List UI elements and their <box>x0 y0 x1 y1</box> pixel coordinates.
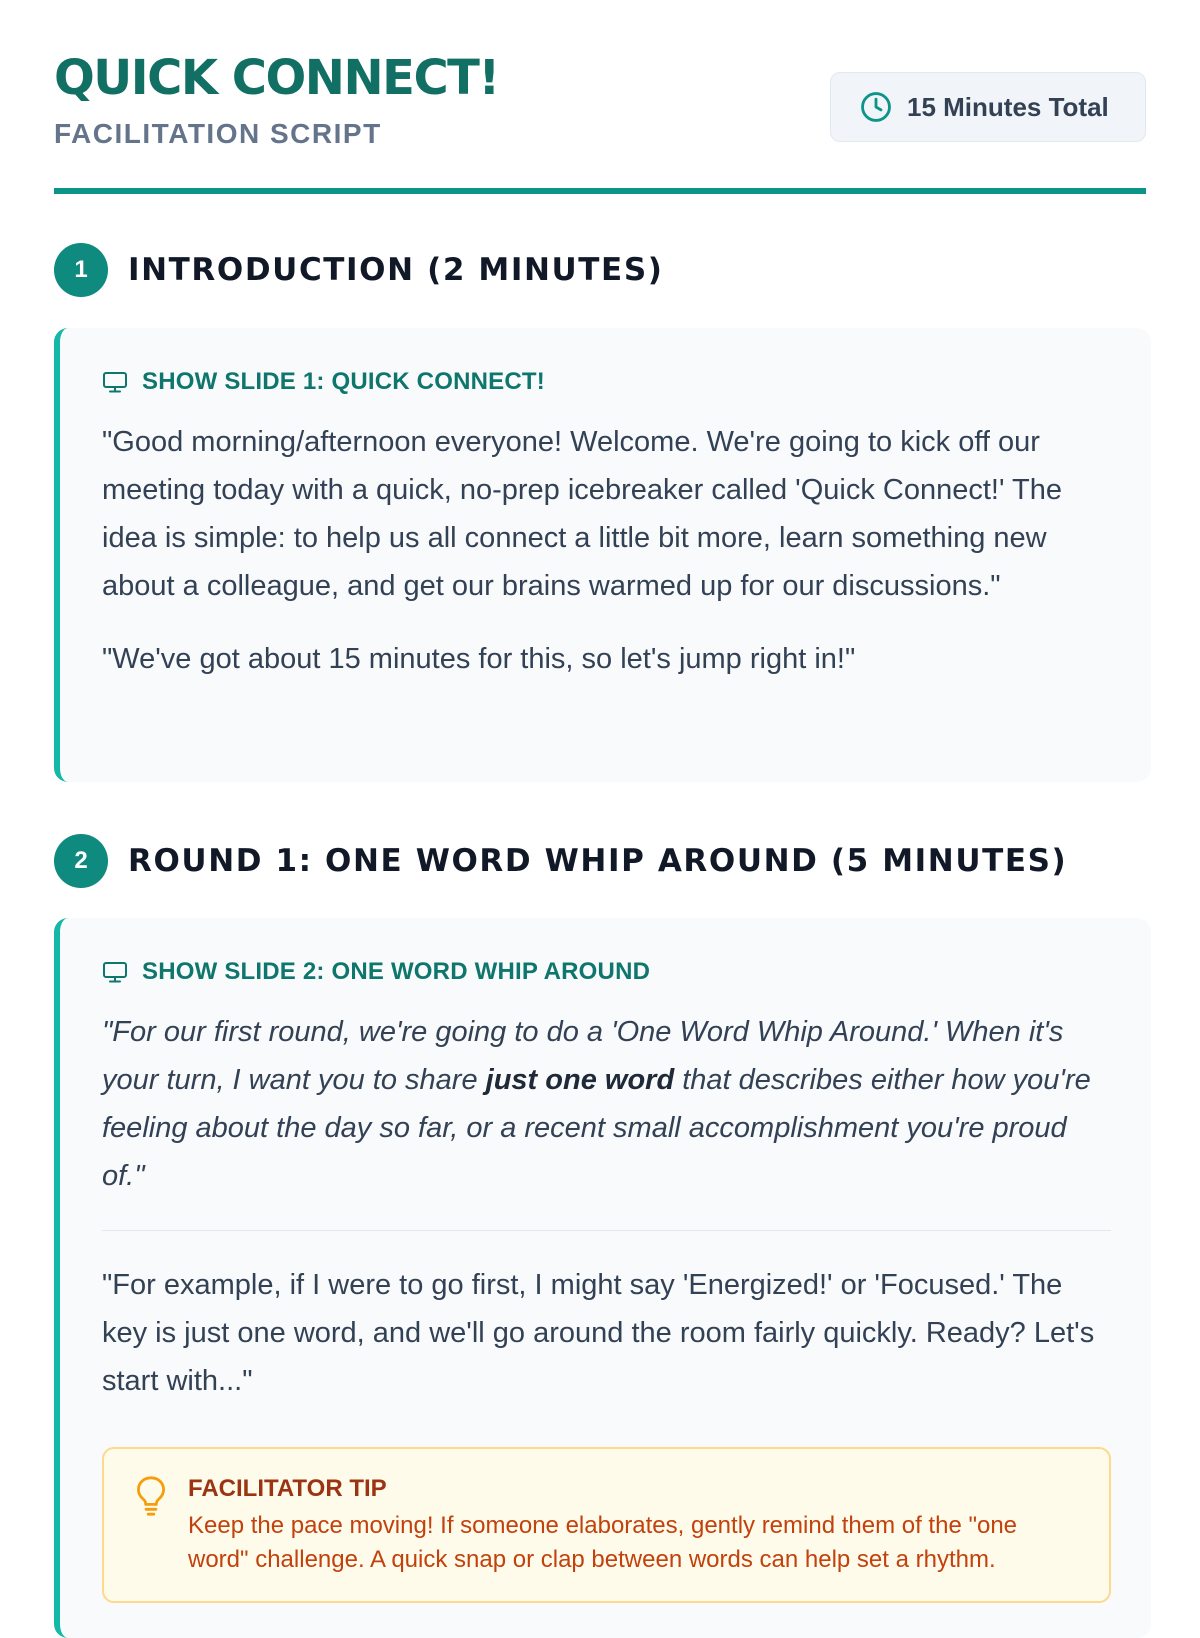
duration-badge <box>830 72 1146 142</box>
tip-text: Keep the pace moving! If someone elaborates, gently remind them of the "one word" challenge. A quick snap or clap between words can help set a rhythm. <box>188 1512 1018 1573</box>
clock-icon <box>859 90 893 124</box>
step-number-badge: 2 <box>54 834 108 888</box>
lightbulb-icon <box>134 1475 168 1517</box>
script-paragraph: "We've got about 15 minutes for this, so let's jump right in!" <box>102 643 856 675</box>
script-paragraph: "For example, if I were to go first, I might say 'Energized!' or 'Focused.' The key is just one word, and we'll go around the room fairly quickly. Ready? Let's start with..." <box>102 1269 1095 1397</box>
tip-title: FACILITATOR TIP <box>188 1475 387 1502</box>
duration-label: 15 Minutes Total <box>907 91 1109 122</box>
script-card-round-1 <box>54 918 1151 1638</box>
slide-cue-label: SHOW SLIDE 1: QUICK CONNECT! <box>142 368 545 395</box>
document-header <box>54 0 1146 194</box>
slide-cue-label: SHOW SLIDE 2: ONE WORD WHIP AROUND <box>142 958 651 985</box>
script-paragraph: "Good morning/afternoon everyone! Welcome. We're going to kick off our meeting today with a quick, no-prep icebreaker called 'Quick Connect!' The idea is simple: to help us all connect a little bit more, learn something new about a colleague, and get our brains warmed up for our discussions." <box>102 426 1062 602</box>
script-card-introduction <box>54 328 1151 782</box>
page-title: QUICK CONNECT! <box>54 50 499 106</box>
section-round-1-heading <box>54 834 1067 888</box>
slide-cue <box>102 958 1111 986</box>
section-title: INTRODUCTION (2 MINUTES) <box>128 252 664 288</box>
quote-emphasis: just one word <box>485 1064 675 1096</box>
quote-text: "For our first round, we're going to do a 'One Word Whip Around.' When it's your turn, I want you to share <box>102 1016 1064 1096</box>
section-introduction-heading <box>54 243 664 297</box>
slide-cue <box>102 368 1111 396</box>
monitor-icon <box>102 370 128 394</box>
facilitator-tip <box>102 1447 1111 1603</box>
quote-text: that describes either how you're feeling about the day so far, or a recent small accomplishment you're proud of." <box>102 1064 1091 1192</box>
step-number-badge: 1 <box>54 243 108 297</box>
section-title: ROUND 1: ONE WORD WHIP AROUND (5 MINUTES) <box>128 843 1068 879</box>
monitor-icon <box>102 960 128 984</box>
script-quote <box>102 1008 1111 1200</box>
page-subtitle: FACILITATION SCRIPT <box>54 118 382 149</box>
divider <box>102 1230 1111 1231</box>
